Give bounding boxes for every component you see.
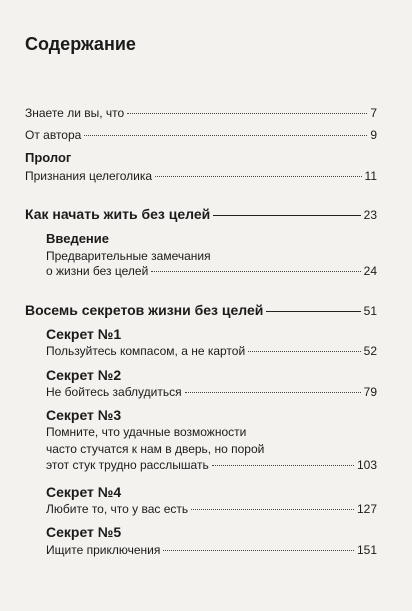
leader-dots (84, 135, 367, 136)
page-title: Содержание (25, 34, 136, 54)
toc-entry-page: 7 (370, 106, 377, 120)
toc-entry[interactable] (46, 458, 377, 472)
toc-entry-title: Пользуйтесь компасом, а не картой (46, 344, 246, 358)
toc-entry-title: Ищите приключения (46, 543, 161, 557)
leader-dots (163, 550, 354, 551)
toc-entry-page: 79 (363, 385, 377, 399)
toc-entry-page: 11 (364, 169, 377, 183)
toc-entry-page: 23 (363, 208, 377, 222)
toc-entry-page: 103 (356, 458, 377, 472)
leader-dots (127, 113, 367, 114)
toc-entry-page: 127 (356, 502, 377, 516)
toc-part-entry[interactable] (25, 302, 377, 318)
prolog-label: Пролог (25, 150, 72, 165)
toc-entry-title: Не бойтесь заблудиться (46, 385, 182, 399)
leader-line (213, 215, 360, 216)
toc-entry-title: Знаете ли вы, что (25, 106, 125, 120)
toc-entry[interactable] (46, 264, 377, 278)
toc-entry[interactable] (25, 169, 377, 183)
leader-dots (151, 271, 360, 272)
toc-entry-title: Как начать жить без целей (25, 206, 211, 222)
toc-entry-title: этот стук трудно расслышать (46, 458, 209, 472)
leader-dots (155, 176, 361, 177)
secret-5-label: Секрет №5 (46, 524, 122, 540)
toc-entry-title: Любите то, что у вас есть (46, 502, 189, 516)
secret-4-label: Секрет №4 (46, 484, 122, 500)
toc-entry[interactable] (46, 502, 377, 516)
toc-entry-page: 24 (363, 264, 377, 278)
toc-entry[interactable] (25, 106, 377, 120)
leader-dots (191, 509, 354, 510)
toc-entry[interactable] (25, 128, 377, 142)
leader-dots (212, 465, 354, 466)
toc-entry[interactable] (46, 385, 377, 399)
secret-1-label: Секрет №1 (46, 326, 122, 342)
leader-dots (185, 392, 361, 393)
toc-entry-page: 151 (356, 543, 377, 557)
toc-entry-title-line: Помните, что удачные возможности (46, 425, 247, 439)
toc-entry[interactable] (46, 543, 377, 557)
toc-entry-title: От автора (25, 128, 82, 142)
toc-entry-title: Признания целеголика (25, 169, 153, 183)
toc-part-entry[interactable] (25, 206, 377, 222)
leader-line (266, 311, 360, 312)
secret-3-label: Секрет №3 (46, 407, 122, 423)
toc-entry-page: 9 (370, 128, 377, 142)
toc-entry-title: Восемь секретов жизни без целей (25, 302, 264, 318)
leader-dots (248, 351, 360, 352)
toc-entry-page: 52 (363, 344, 377, 358)
toc-entry-title: о жизни без целей (46, 264, 149, 278)
toc-entry-title-line: часто стучатся к нам в дверь, но порой (46, 442, 265, 456)
toc-entry[interactable] (46, 344, 377, 358)
secret-2-label: Секрет №2 (46, 367, 122, 383)
intro-label: Введение (46, 231, 109, 246)
toc-entry-title-line: Предварительные замечания (46, 249, 211, 263)
toc-entry-page: 51 (363, 304, 377, 318)
